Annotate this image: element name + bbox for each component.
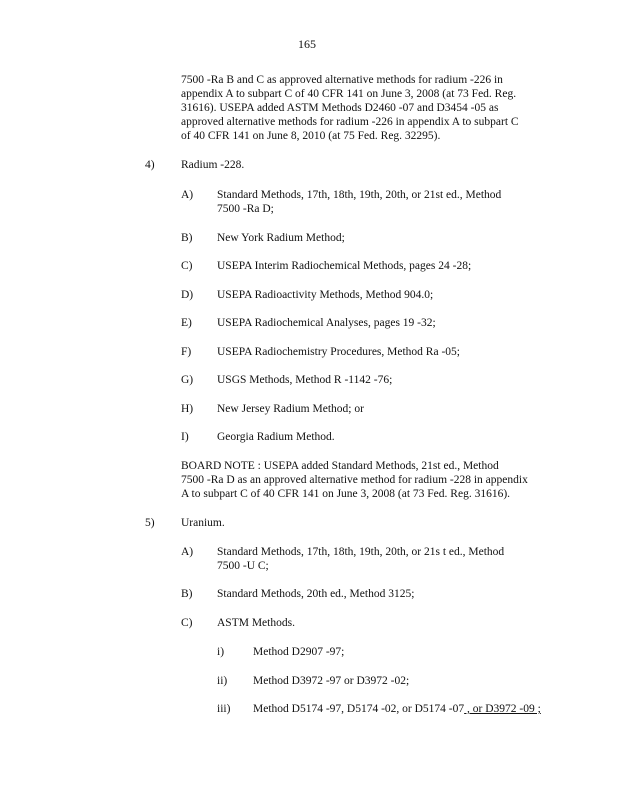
sub-method-label: i) xyxy=(217,646,225,658)
method-text: Standard Methods, 17th, 18th, 19th, 20th, or 21st ed., Method xyxy=(217,189,502,201)
sub-method-text: Method D3972 -97 or D3972 -02; xyxy=(253,675,410,687)
method-text: New Jersey Radium Method; or xyxy=(217,403,364,415)
method-label: F) xyxy=(181,346,192,358)
sub-method-label: ii) xyxy=(217,675,228,687)
method-label: I) xyxy=(181,431,189,443)
method-text: 7500 -Ra D; xyxy=(217,203,274,215)
method-text: Standard Methods, 17th, 18th, 19th, 20th, or 21s t ed., Method xyxy=(217,546,505,558)
method-text: 7500 -U C; xyxy=(217,560,269,572)
item-number: 4) xyxy=(145,159,155,171)
method-text: USGS Methods, Method R -1142 -76; xyxy=(217,374,393,386)
intro-line: 7500 -Ra B and C as approved alternative methods for radium -226 in xyxy=(181,74,503,86)
method-text: USEPA Radioactivity Methods, Method 904.0; xyxy=(217,289,434,301)
intro-line: approved alternative methods for radium -226 in appendix A to subpart C xyxy=(181,116,519,128)
intro-line: of 40 CFR 141 on June 8, 2010 (at 75 Fed. Reg. 32295). xyxy=(181,130,441,142)
board-note-line: BOARD NOTE : USEPA added Standard Methods, 21st ed., Method xyxy=(181,460,499,472)
method-text: USEPA Interim Radiochemical Methods, pages 24 -28; xyxy=(217,260,472,272)
method-label: H) xyxy=(181,403,194,415)
sub-method-text xyxy=(253,702,541,716)
method-text: Georgia Radium Method. xyxy=(217,431,335,443)
sub-method-label: iii) xyxy=(217,703,231,715)
intro-line: 31616). USEPA added ASTM Methods D2460 -07 and D3454 -05 as xyxy=(181,102,499,114)
method-text: Standard Methods, 20th ed., Method 3125; xyxy=(217,588,415,600)
item-title: Uranium. xyxy=(181,517,225,529)
sub-method-text-added: , or D3972 -09 ; xyxy=(464,703,541,715)
method-label: B) xyxy=(181,232,193,244)
sub-method-text-existing: Method D5174 -97, D5174 -02, or D5174 -07 xyxy=(253,703,465,715)
method-text: ASTM Methods. xyxy=(217,617,295,629)
intro-line: appendix A to subpart C of 40 CFR 141 on June 3, 2008 (at 73 Fed. Reg. xyxy=(181,88,517,100)
item-title: Radium -228. xyxy=(181,159,245,171)
page-number: 165 xyxy=(298,37,316,51)
method-label: C) xyxy=(181,617,193,629)
item-number: 5) xyxy=(145,517,155,529)
method-text: USEPA Radiochemical Analyses, pages 19 -32; xyxy=(217,317,436,329)
method-label: A) xyxy=(181,189,194,201)
method-text: New York Radium Method; xyxy=(217,232,345,244)
board-note-line: 7500 -Ra D as an approved alternative method for radium -228 in appendix xyxy=(181,474,528,486)
method-label: E) xyxy=(181,317,192,329)
sub-method-text: Method D2907 -97; xyxy=(253,646,345,658)
method-label: A) xyxy=(181,546,194,558)
method-text: USEPA Radiochemistry Procedures, Method Ra -05; xyxy=(217,346,460,358)
board-note-line: A to subpart C of 40 CFR 141 on June 3, 2008 (at 73 Fed. Reg. 31616). xyxy=(181,488,511,500)
method-label: B) xyxy=(181,588,193,600)
method-label: G) xyxy=(181,374,194,386)
method-label: C) xyxy=(181,260,193,272)
method-label: D) xyxy=(181,289,194,301)
